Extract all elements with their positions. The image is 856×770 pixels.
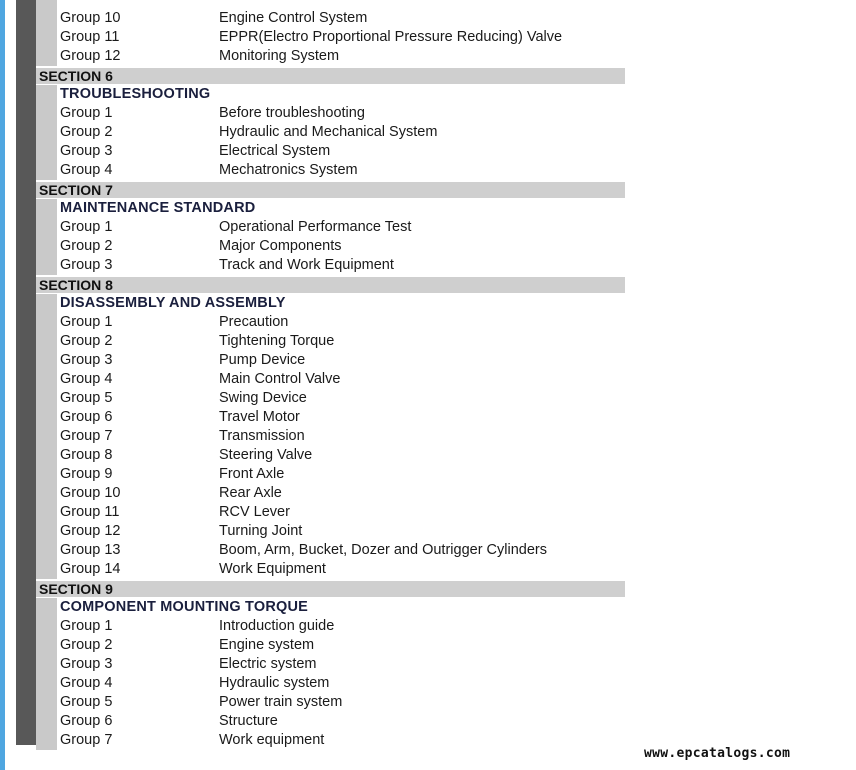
toc-row[interactable]: [36, 104, 625, 123]
toc-row[interactable]: [36, 655, 625, 674]
group-label: Group 4: [60, 675, 113, 691]
section-title-row: [36, 294, 625, 313]
group-description: Major Components: [219, 238, 342, 254]
toc-row[interactable]: [36, 617, 625, 636]
group-label: Group 9: [60, 466, 113, 482]
row-gutter: [36, 161, 57, 180]
group-description: EPPR(Electro Proportional Pressure Reducing) Valve: [219, 29, 563, 45]
section-header: SECTION 6: [36, 68, 625, 84]
group-label: Group 5: [60, 694, 113, 710]
row-gutter: [36, 712, 57, 731]
window-edge-bar: [0, 0, 5, 770]
group-label: Group 8: [60, 447, 113, 463]
group-label: Group 3: [60, 257, 113, 273]
group-description: Structure: [219, 713, 278, 729]
group-description: Track and Work Equipment: [219, 257, 394, 273]
row-gutter: [36, 484, 57, 503]
row-gutter: [36, 389, 57, 408]
group-description: Turning Joint: [219, 523, 303, 539]
row-gutter: [36, 408, 57, 427]
toc-row[interactable]: [36, 560, 625, 579]
row-gutter: [36, 47, 57, 66]
group-description: Hydraulic and Mechanical System: [219, 124, 438, 140]
group-description: Electrical System: [219, 143, 331, 159]
section-title: MAINTENANCE STANDARD: [60, 200, 256, 216]
group-description: Travel Motor: [219, 409, 300, 425]
group-label: Group 1: [60, 314, 113, 330]
group-label: Group 12: [60, 523, 121, 539]
toc-row[interactable]: [36, 484, 625, 503]
section-title-row: [36, 598, 625, 617]
row-gutter: [36, 541, 57, 560]
toc-row[interactable]: [36, 408, 625, 427]
row-gutter: [36, 655, 57, 674]
group-description: Monitoring System: [219, 48, 340, 64]
group-label: Group 4: [60, 371, 113, 387]
row-gutter: [36, 199, 57, 218]
group-description: Operational Performance Test: [219, 219, 412, 235]
toc-row[interactable]: [36, 9, 625, 28]
toc-row[interactable]: [36, 712, 625, 731]
row-gutter: [36, 427, 57, 446]
toc-row[interactable]: [36, 522, 625, 541]
toc-row[interactable]: [36, 142, 625, 161]
group-description: Precaution: [219, 314, 289, 330]
toc-row[interactable]: [36, 237, 625, 256]
group-label: Group 2: [60, 238, 113, 254]
table-of-contents: [36, 0, 625, 750]
group-description: Hydraulic system: [219, 675, 330, 691]
row-gutter: [36, 693, 57, 712]
toc-row[interactable]: [36, 123, 625, 142]
row-gutter: [36, 503, 57, 522]
toc-row[interactable]: [36, 636, 625, 655]
group-label: Group 3: [60, 656, 113, 672]
group-label: Group 3: [60, 143, 113, 159]
row-gutter: [36, 522, 57, 541]
group-label: Group 1: [60, 219, 113, 235]
group-label: Group 2: [60, 637, 113, 653]
group-description: Power train system: [219, 694, 343, 710]
section-title: TROUBLESHOOTING: [60, 86, 211, 102]
group-label: Group 7: [60, 732, 113, 748]
group-description: Work Equipment: [219, 561, 326, 577]
row-gutter: [36, 351, 57, 370]
row-gutter: [36, 465, 57, 484]
group-label: Group 11: [60, 29, 120, 45]
row-gutter: [36, 142, 57, 161]
group-description: Boom, Arm, Bucket, Dozer and Outrigger Cylinders: [219, 542, 547, 558]
group-label: Group 6: [60, 409, 113, 425]
group-label: Group 3: [60, 352, 113, 368]
toc-row[interactable]: [36, 503, 625, 522]
group-description: Engine Control System: [219, 10, 368, 26]
group-description: Front Axle: [219, 466, 285, 482]
row-gutter: [36, 332, 57, 351]
row-gutter: [36, 370, 57, 389]
watermark: www.epcatalogs.com: [644, 746, 791, 761]
group-description: Pump Device: [219, 352, 306, 368]
toc-row[interactable]: [36, 541, 625, 560]
row-gutter: [36, 636, 57, 655]
group-description: Transmission: [219, 428, 305, 444]
group-description: Introduction guide: [219, 618, 335, 634]
toc-row[interactable]: [36, 693, 625, 712]
toc-row[interactable]: [36, 731, 625, 750]
group-description: Tightening Torque: [219, 333, 335, 349]
toc-row-partial: [36, 0, 625, 9]
row-gutter: [36, 85, 57, 104]
section-title: COMPONENT MOUNTING TORQUE: [60, 599, 309, 615]
group-label: Group 13: [60, 542, 121, 558]
toc-row[interactable]: [36, 218, 625, 237]
group-description: Steering Valve: [219, 447, 313, 463]
group-description: Work equipment: [219, 732, 325, 748]
section-title: DISASSEMBLY AND ASSEMBLY: [60, 295, 286, 311]
section-header: SECTION 8: [36, 277, 625, 293]
toc-row[interactable]: [36, 446, 625, 465]
toc-row[interactable]: [36, 465, 625, 484]
toc-row[interactable]: [36, 674, 625, 693]
group-label: Group 6: [60, 713, 113, 729]
group-label: Group 10: [60, 10, 121, 26]
row-gutter: [36, 218, 57, 237]
row-gutter: [36, 104, 57, 123]
toc-row[interactable]: [36, 313, 625, 332]
group-description: Electric system: [219, 656, 317, 672]
group-label: Group 2: [60, 124, 113, 140]
row-gutter: [36, 313, 57, 332]
toc-row[interactable]: [36, 370, 625, 389]
toc-row[interactable]: [36, 351, 625, 370]
toc-row[interactable]: [36, 332, 625, 351]
row-gutter: [36, 294, 57, 313]
row-gutter: [36, 560, 57, 579]
group-label: Group 4: [60, 162, 113, 178]
group-label: Group 11: [60, 504, 120, 520]
group-label: Group 5: [60, 390, 113, 406]
toc-row[interactable]: [36, 389, 625, 408]
row-gutter: [36, 256, 57, 275]
row-gutter: [36, 674, 57, 693]
section-header: SECTION 9: [36, 581, 625, 597]
toc-row[interactable]: [36, 161, 625, 180]
section-title-row: [36, 199, 625, 218]
group-description: Rear Axle: [219, 485, 282, 501]
row-gutter: [36, 9, 57, 28]
group-description: Before troubleshooting: [219, 105, 365, 121]
section-title-row: [36, 85, 625, 104]
toc-row[interactable]: [36, 28, 625, 47]
group-label: Group 2: [60, 333, 113, 349]
row-gutter: [36, 237, 57, 256]
toc-row[interactable]: [36, 427, 625, 446]
group-label: Group 10: [60, 485, 121, 501]
section-header: SECTION 7: [36, 182, 625, 198]
group-description: RCV Lever: [219, 504, 290, 520]
toc-row[interactable]: [36, 256, 625, 275]
row-gutter: [36, 731, 57, 750]
row-gutter: [36, 28, 57, 47]
toc-row[interactable]: [36, 47, 625, 66]
row-gutter: [36, 123, 57, 142]
group-label: Group 14: [60, 561, 121, 577]
row-gutter: [36, 617, 57, 636]
group-label: Group 7: [60, 428, 113, 444]
row-gutter: [36, 446, 57, 465]
group-label: Group 1: [60, 618, 113, 634]
group-label: Group 12: [60, 48, 121, 64]
group-description: Engine system: [219, 637, 315, 653]
group-description: Swing Device: [219, 390, 307, 406]
group-description: Main Control Valve: [219, 371, 341, 387]
group-description: Mechatronics System: [219, 162, 358, 178]
row-gutter: [36, 598, 57, 617]
group-label: Group 1: [60, 105, 113, 121]
toc-margin-column: [16, 0, 36, 745]
